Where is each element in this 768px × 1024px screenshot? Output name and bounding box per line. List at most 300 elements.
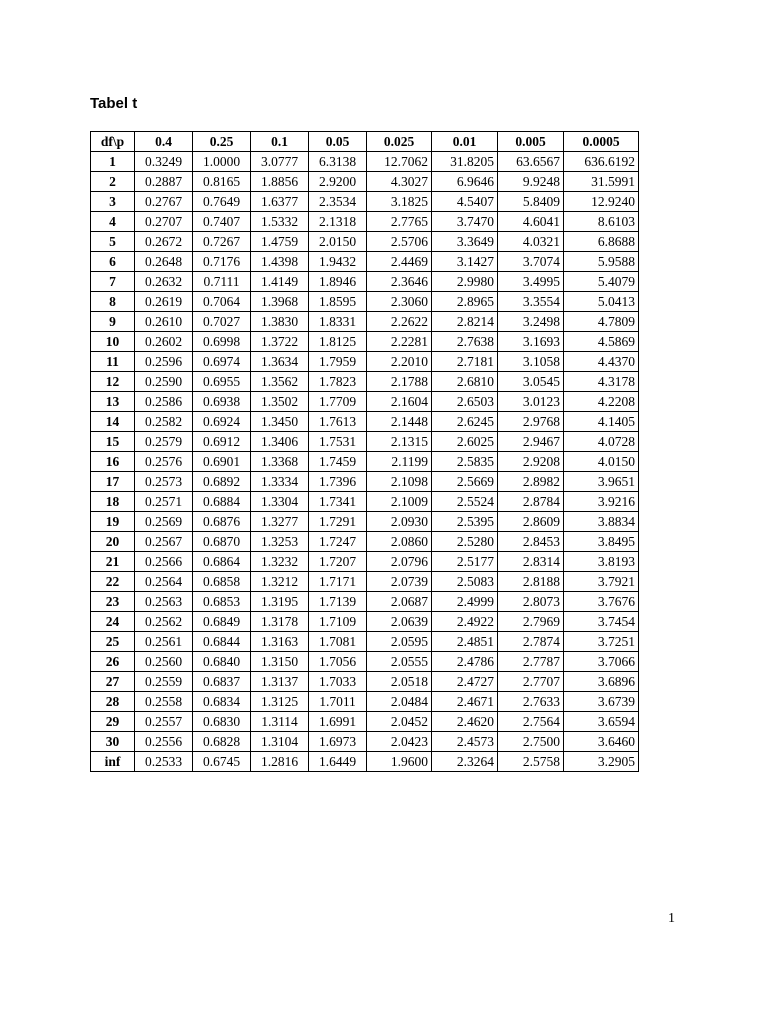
value-cell: 0.6955	[193, 372, 251, 392]
value-cell: 0.7649	[193, 192, 251, 212]
table-row	[91, 672, 639, 692]
table-row	[91, 352, 639, 372]
value-cell: 1.3450	[251, 412, 309, 432]
df-cell: 13	[91, 392, 135, 412]
value-cell: 0.2576	[135, 452, 193, 472]
value-cell: 6.3138	[309, 152, 367, 172]
value-cell: 1.6991	[309, 712, 367, 732]
value-cell: 0.6864	[193, 552, 251, 572]
value-cell: 2.3646	[367, 272, 432, 292]
value-cell: 3.8834	[564, 512, 639, 532]
table-row	[91, 712, 639, 732]
value-cell: 1.7139	[309, 592, 367, 612]
table-row	[91, 172, 639, 192]
header-row	[91, 132, 639, 152]
value-cell: 3.0123	[498, 392, 564, 412]
value-cell: 1.3163	[251, 632, 309, 652]
value-cell: 1.7171	[309, 572, 367, 592]
value-cell: 0.2619	[135, 292, 193, 312]
table-row	[91, 272, 639, 292]
value-cell: 1.7109	[309, 612, 367, 632]
value-cell: 0.2707	[135, 212, 193, 232]
value-cell: 5.0413	[564, 292, 639, 312]
value-cell: 1.3368	[251, 452, 309, 472]
value-cell: 0.7176	[193, 252, 251, 272]
value-cell: 2.1009	[367, 492, 432, 512]
value-cell: 3.2905	[564, 752, 639, 772]
value-cell: 2.6810	[432, 372, 498, 392]
df-cell: 19	[91, 512, 135, 532]
page-number: 1	[668, 911, 675, 926]
value-cell: 2.1199	[367, 452, 432, 472]
value-cell: 2.4786	[432, 652, 498, 672]
value-cell: 2.0639	[367, 612, 432, 632]
value-cell: 0.6834	[193, 692, 251, 712]
value-cell: 0.2560	[135, 652, 193, 672]
value-cell: 0.6901	[193, 452, 251, 472]
value-cell: 2.8784	[498, 492, 564, 512]
table-row	[91, 632, 639, 652]
value-cell: 0.2557	[135, 712, 193, 732]
value-cell: 0.2561	[135, 632, 193, 652]
value-cell: 1.4398	[251, 252, 309, 272]
value-cell: 1.7056	[309, 652, 367, 672]
value-cell: 1.3104	[251, 732, 309, 752]
value-cell: 0.2559	[135, 672, 193, 692]
df-cell: 22	[91, 572, 135, 592]
value-cell: 3.6896	[564, 672, 639, 692]
value-cell: 0.8165	[193, 172, 251, 192]
value-cell: 0.2556	[135, 732, 193, 752]
value-cell: 12.7062	[367, 152, 432, 172]
value-cell: 3.0777	[251, 152, 309, 172]
df-cell: 24	[91, 612, 135, 632]
value-cell: 0.2563	[135, 592, 193, 612]
value-cell: 2.8982	[498, 472, 564, 492]
value-cell: 1.0000	[193, 152, 251, 172]
value-cell: 1.7823	[309, 372, 367, 392]
table-row	[91, 192, 639, 212]
value-cell: 1.9600	[367, 752, 432, 772]
value-cell: 2.8609	[498, 512, 564, 532]
value-cell: 2.0687	[367, 592, 432, 612]
value-cell: 2.9200	[309, 172, 367, 192]
value-cell: 1.5332	[251, 212, 309, 232]
value-cell: 1.3304	[251, 492, 309, 512]
value-cell: 1.6377	[251, 192, 309, 212]
value-cell: 2.0150	[309, 232, 367, 252]
value-cell: 6.9646	[432, 172, 498, 192]
value-cell: 2.9768	[498, 412, 564, 432]
df-cell: 20	[91, 532, 135, 552]
value-cell: 3.0545	[498, 372, 564, 392]
table-row	[91, 552, 639, 572]
value-cell: 4.5407	[432, 192, 498, 212]
value-cell: 2.4469	[367, 252, 432, 272]
value-cell: 2.1448	[367, 412, 432, 432]
value-cell: 1.3253	[251, 532, 309, 552]
value-cell: 3.7454	[564, 612, 639, 632]
value-cell: 2.7969	[498, 612, 564, 632]
value-cell: 3.6739	[564, 692, 639, 712]
value-cell: 2.5524	[432, 492, 498, 512]
value-cell: 1.3722	[251, 332, 309, 352]
value-cell: 0.6974	[193, 352, 251, 372]
value-cell: 2.7181	[432, 352, 498, 372]
value-cell: 1.4759	[251, 232, 309, 252]
df-cell: 3	[91, 192, 135, 212]
value-cell: 3.9216	[564, 492, 639, 512]
value-cell: 0.6998	[193, 332, 251, 352]
value-cell: 0.2566	[135, 552, 193, 572]
value-cell: 1.8125	[309, 332, 367, 352]
value-cell: 0.2648	[135, 252, 193, 272]
value-cell: 1.7396	[309, 472, 367, 492]
value-cell: 2.0555	[367, 652, 432, 672]
value-cell: 0.2562	[135, 612, 193, 632]
value-cell: 0.6924	[193, 412, 251, 432]
value-cell: 0.2564	[135, 572, 193, 592]
value-cell: 2.4671	[432, 692, 498, 712]
value-cell: 0.6853	[193, 592, 251, 612]
value-cell: 2.7638	[432, 332, 498, 352]
value-cell: 6.8688	[564, 232, 639, 252]
value-cell: 2.4922	[432, 612, 498, 632]
table-body	[91, 152, 639, 772]
df-cell: 26	[91, 652, 135, 672]
value-cell: 3.7066	[564, 652, 639, 672]
table-row	[91, 492, 639, 512]
table-row	[91, 572, 639, 592]
value-cell: 0.6830	[193, 712, 251, 732]
df-cell: 8	[91, 292, 135, 312]
table-row	[91, 152, 639, 172]
header-p-column: 0.0005	[564, 132, 639, 152]
table-row	[91, 252, 639, 272]
value-cell: 12.9240	[564, 192, 639, 212]
value-cell: 3.6594	[564, 712, 639, 732]
table-row	[91, 692, 639, 712]
value-cell: 3.4995	[498, 272, 564, 292]
value-cell: 1.7207	[309, 552, 367, 572]
value-cell: 2.7765	[367, 212, 432, 232]
header-p-column: 0.1	[251, 132, 309, 152]
df-cell: 1	[91, 152, 135, 172]
value-cell: 0.2558	[135, 692, 193, 712]
value-cell: 2.4851	[432, 632, 498, 652]
df-cell: 18	[91, 492, 135, 512]
table-row	[91, 592, 639, 612]
value-cell: 2.4620	[432, 712, 498, 732]
table-row	[91, 532, 639, 552]
df-cell: 9	[91, 312, 135, 332]
header-p-column: 0.01	[432, 132, 498, 152]
df-cell: 10	[91, 332, 135, 352]
table-row	[91, 512, 639, 532]
value-cell: 2.5758	[498, 752, 564, 772]
value-cell: 1.8856	[251, 172, 309, 192]
value-cell: 4.0728	[564, 432, 639, 452]
table-row	[91, 652, 639, 672]
page-title: Tabel t	[90, 95, 138, 112]
value-cell: 1.6973	[309, 732, 367, 752]
value-cell: 2.3534	[309, 192, 367, 212]
value-cell: 1.7959	[309, 352, 367, 372]
table-row	[91, 432, 639, 452]
df-cell: 15	[91, 432, 135, 452]
value-cell: 0.7027	[193, 312, 251, 332]
table-row	[91, 312, 639, 332]
value-cell: 4.0150	[564, 452, 639, 472]
t-distribution-table	[90, 131, 639, 772]
value-cell: 2.7787	[498, 652, 564, 672]
value-cell: 2.7633	[498, 692, 564, 712]
value-cell: 0.7111	[193, 272, 251, 292]
value-cell: 2.1098	[367, 472, 432, 492]
value-cell: 1.3195	[251, 592, 309, 612]
value-cell: 1.3334	[251, 472, 309, 492]
df-cell: 25	[91, 632, 135, 652]
value-cell: 2.8188	[498, 572, 564, 592]
value-cell: 4.1405	[564, 412, 639, 432]
value-cell: 4.3027	[367, 172, 432, 192]
df-cell: 16	[91, 452, 135, 472]
value-cell: 0.2569	[135, 512, 193, 532]
table-row	[91, 332, 639, 352]
value-cell: 3.1693	[498, 332, 564, 352]
value-cell: 2.5177	[432, 552, 498, 572]
value-cell: 0.6938	[193, 392, 251, 412]
value-cell: 9.9248	[498, 172, 564, 192]
value-cell: 0.2567	[135, 532, 193, 552]
value-cell: 2.1315	[367, 432, 432, 452]
df-cell: inf	[91, 752, 135, 772]
value-cell: 3.1058	[498, 352, 564, 372]
value-cell: 1.7709	[309, 392, 367, 412]
value-cell: 2.3060	[367, 292, 432, 312]
value-cell: 3.3554	[498, 292, 564, 312]
value-cell: 2.0518	[367, 672, 432, 692]
value-cell: 2.0930	[367, 512, 432, 532]
value-cell: 1.3178	[251, 612, 309, 632]
value-cell: 3.7074	[498, 252, 564, 272]
value-cell: 0.2586	[135, 392, 193, 412]
value-cell: 2.8214	[432, 312, 498, 332]
value-cell: 4.4370	[564, 352, 639, 372]
value-cell: 0.6892	[193, 472, 251, 492]
value-cell: 0.2602	[135, 332, 193, 352]
value-cell: 3.7676	[564, 592, 639, 612]
value-cell: 4.5869	[564, 332, 639, 352]
table-row	[91, 732, 639, 752]
value-cell: 1.3502	[251, 392, 309, 412]
value-cell: 5.9588	[564, 252, 639, 272]
value-cell: 2.7500	[498, 732, 564, 752]
value-cell: 63.6567	[498, 152, 564, 172]
value-cell: 1.3114	[251, 712, 309, 732]
table-row	[91, 372, 639, 392]
value-cell: 0.2571	[135, 492, 193, 512]
value-cell: 2.2010	[367, 352, 432, 372]
value-cell: 3.8495	[564, 532, 639, 552]
value-cell: 3.6460	[564, 732, 639, 752]
df-cell: 2	[91, 172, 135, 192]
value-cell: 1.7531	[309, 432, 367, 452]
value-cell: 3.1825	[367, 192, 432, 212]
value-cell: 0.6837	[193, 672, 251, 692]
value-cell: 2.0739	[367, 572, 432, 592]
header-p-column: 0.025	[367, 132, 432, 152]
header-p-column: 0.25	[193, 132, 251, 152]
value-cell: 1.3232	[251, 552, 309, 572]
value-cell: 2.7874	[498, 632, 564, 652]
value-cell: 636.6192	[564, 152, 639, 172]
value-cell: 0.6876	[193, 512, 251, 532]
df-cell: 7	[91, 272, 135, 292]
df-cell: 30	[91, 732, 135, 752]
value-cell: 0.2590	[135, 372, 193, 392]
value-cell: 1.7459	[309, 452, 367, 472]
value-cell: 8.6103	[564, 212, 639, 232]
value-cell: 2.0860	[367, 532, 432, 552]
value-cell: 4.0321	[498, 232, 564, 252]
value-cell: 3.2498	[498, 312, 564, 332]
table-row	[91, 212, 639, 232]
value-cell: 0.6844	[193, 632, 251, 652]
df-cell: 29	[91, 712, 135, 732]
df-cell: 5	[91, 232, 135, 252]
df-cell: 28	[91, 692, 135, 712]
value-cell: 0.2632	[135, 272, 193, 292]
value-cell: 0.2579	[135, 432, 193, 452]
value-cell: 2.7707	[498, 672, 564, 692]
table-row	[91, 292, 639, 312]
value-cell: 4.6041	[498, 212, 564, 232]
header-df-p: df\p	[91, 132, 135, 152]
value-cell: 3.8193	[564, 552, 639, 572]
value-cell: 0.2887	[135, 172, 193, 192]
value-cell: 0.7064	[193, 292, 251, 312]
value-cell: 5.8409	[498, 192, 564, 212]
value-cell: 3.7470	[432, 212, 498, 232]
value-cell: 1.8595	[309, 292, 367, 312]
value-cell: 1.7033	[309, 672, 367, 692]
value-cell: 2.0452	[367, 712, 432, 732]
value-cell: 31.5991	[564, 172, 639, 192]
table-row	[91, 392, 639, 412]
value-cell: 2.1604	[367, 392, 432, 412]
value-cell: 1.9432	[309, 252, 367, 272]
value-cell: 0.3249	[135, 152, 193, 172]
table-header	[91, 132, 639, 152]
value-cell: 1.3277	[251, 512, 309, 532]
value-cell: 1.3125	[251, 692, 309, 712]
value-cell: 0.2610	[135, 312, 193, 332]
df-cell: 27	[91, 672, 135, 692]
value-cell: 0.2582	[135, 412, 193, 432]
value-cell: 2.9467	[498, 432, 564, 452]
value-cell: 2.9208	[498, 452, 564, 472]
value-cell: 0.2533	[135, 752, 193, 772]
table-row	[91, 412, 639, 432]
value-cell: 0.6828	[193, 732, 251, 752]
value-cell: 2.6503	[432, 392, 498, 412]
value-cell: 1.4149	[251, 272, 309, 292]
value-cell: 1.7291	[309, 512, 367, 532]
value-cell: 1.3830	[251, 312, 309, 332]
value-cell: 0.6884	[193, 492, 251, 512]
value-cell: 3.7251	[564, 632, 639, 652]
value-cell: 0.2573	[135, 472, 193, 492]
value-cell: 1.2816	[251, 752, 309, 772]
value-cell: 2.6245	[432, 412, 498, 432]
value-cell: 2.0484	[367, 692, 432, 712]
df-cell: 11	[91, 352, 135, 372]
value-cell: 2.2622	[367, 312, 432, 332]
header-p-column: 0.05	[309, 132, 367, 152]
value-cell: 1.3150	[251, 652, 309, 672]
table-row	[91, 612, 639, 632]
value-cell: 0.6849	[193, 612, 251, 632]
value-cell: 1.7011	[309, 692, 367, 712]
value-cell: 2.8314	[498, 552, 564, 572]
value-cell: 2.5669	[432, 472, 498, 492]
value-cell: 2.9980	[432, 272, 498, 292]
df-cell: 21	[91, 552, 135, 572]
value-cell: 2.1788	[367, 372, 432, 392]
table-row	[91, 752, 639, 772]
value-cell: 1.8331	[309, 312, 367, 332]
value-cell: 2.6025	[432, 432, 498, 452]
value-cell: 1.3406	[251, 432, 309, 452]
df-cell: 17	[91, 472, 135, 492]
value-cell: 1.3634	[251, 352, 309, 372]
value-cell: 4.3178	[564, 372, 639, 392]
value-cell: 2.1318	[309, 212, 367, 232]
value-cell: 0.6840	[193, 652, 251, 672]
df-cell: 12	[91, 372, 135, 392]
value-cell: 2.5395	[432, 512, 498, 532]
value-cell: 0.6745	[193, 752, 251, 772]
value-cell: 0.6870	[193, 532, 251, 552]
value-cell: 2.0796	[367, 552, 432, 572]
value-cell: 1.3968	[251, 292, 309, 312]
value-cell: 4.2208	[564, 392, 639, 412]
value-cell: 2.5706	[367, 232, 432, 252]
df-cell: 6	[91, 252, 135, 272]
value-cell: 2.8453	[498, 532, 564, 552]
table-row	[91, 452, 639, 472]
value-cell: 1.3212	[251, 572, 309, 592]
df-cell: 23	[91, 592, 135, 612]
value-cell: 0.6858	[193, 572, 251, 592]
value-cell: 2.0595	[367, 632, 432, 652]
value-cell: 0.2596	[135, 352, 193, 372]
value-cell: 1.6449	[309, 752, 367, 772]
value-cell: 1.8946	[309, 272, 367, 292]
value-cell: 3.9651	[564, 472, 639, 492]
df-cell: 4	[91, 212, 135, 232]
value-cell: 2.5083	[432, 572, 498, 592]
value-cell: 2.8965	[432, 292, 498, 312]
value-cell: 3.3649	[432, 232, 498, 252]
value-cell: 2.4727	[432, 672, 498, 692]
value-cell: 31.8205	[432, 152, 498, 172]
value-cell: 1.7081	[309, 632, 367, 652]
value-cell: 2.8073	[498, 592, 564, 612]
value-cell: 1.7613	[309, 412, 367, 432]
value-cell: 1.7247	[309, 532, 367, 552]
